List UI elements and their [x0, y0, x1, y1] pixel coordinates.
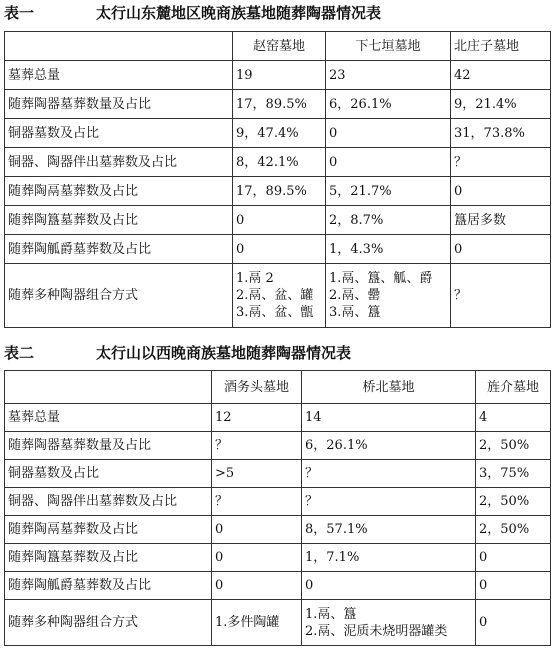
table-cell: 0 — [212, 516, 302, 544]
table-cell: ？ — [302, 488, 476, 516]
table-cell: ？ — [212, 488, 302, 516]
table-cell: 0 — [326, 148, 451, 177]
table-cell: 1，4.3% — [326, 235, 451, 264]
table-cell: 1，7.1% — [302, 544, 476, 572]
row-label-cell: 随葬陶觚爵墓葬数及占比 — [5, 235, 233, 264]
row-label-cell: 墓葬总量 — [5, 61, 233, 90]
table-cell: 0 — [212, 572, 302, 600]
table-cell: 0 — [233, 235, 326, 264]
table-cell: 42 — [451, 61, 551, 90]
table-row — [5, 404, 551, 432]
combo-cell — [326, 264, 451, 328]
table2-number: 表二 — [4, 344, 35, 362]
table-cell: 5，21.7% — [326, 177, 451, 206]
combo-line: 1.鬲、簋 — [305, 606, 357, 622]
header-cell: 下七垣墓地 — [326, 32, 451, 61]
header-cell: 桥北墓地 — [302, 371, 476, 404]
table-cell: 2，8.7% — [326, 206, 451, 235]
table-cell: 0 — [451, 235, 551, 264]
row-label-cell: 随葬陶器墓葬数量及占比 — [5, 432, 212, 460]
table-cell: 23 — [326, 61, 451, 90]
table-cell: ？ — [451, 148, 551, 177]
table-cell: 8，42.1% — [233, 148, 326, 177]
table-row — [5, 544, 551, 572]
table-cell: 4 — [476, 404, 551, 432]
table-row — [5, 572, 551, 600]
combo-line: ？ — [454, 288, 468, 303]
combo-cell — [302, 600, 476, 646]
table-row — [5, 432, 551, 460]
row-label-cell: 随葬陶鬲墓葬数及占比 — [5, 516, 212, 544]
table-cell: 17，89.5% — [233, 90, 326, 119]
table-cell: 9，21.4% — [451, 90, 551, 119]
row-label-cell: 随葬陶鬲墓葬数及占比 — [5, 177, 233, 206]
combo-line: 3.鬲、簋 — [329, 305, 381, 320]
header-cell: 旌介墓地 — [476, 371, 551, 404]
table-row — [5, 206, 551, 235]
table-cell: 9，47.4% — [233, 119, 326, 148]
combo-cell — [451, 264, 551, 328]
table2 — [4, 370, 551, 646]
combo-line: 0 — [479, 615, 488, 630]
table-cell: 0 — [476, 572, 551, 600]
table-cell: 8，57.1% — [302, 516, 476, 544]
row-label-cell: 墓葬总量 — [5, 404, 212, 432]
table-row — [5, 61, 551, 90]
table-cell: ？ — [302, 460, 476, 488]
row-label-cell: 随葬陶簋墓葬数及占比 — [5, 544, 212, 572]
header-row — [5, 32, 551, 61]
combo-line: 1.鬲、簋、觚、爵 — [329, 271, 433, 286]
combo-cell — [212, 600, 302, 646]
table-row — [5, 148, 551, 177]
table-cell: 14 — [302, 404, 476, 432]
combo-row — [5, 600, 551, 646]
table1-caption — [4, 2, 381, 23]
table-cell: ？ — [212, 432, 302, 460]
row-label-cell: 随葬陶簋墓葬数及占比 — [5, 206, 233, 235]
combo-row — [5, 264, 551, 328]
table1 — [4, 31, 551, 328]
table-cell: 0 — [212, 544, 302, 572]
row-label-cell: 铜器、陶器伴出墓葬数及占比 — [5, 488, 212, 516]
table-cell: 6，26.1% — [302, 432, 476, 460]
table2-title: 太行山以西晚商族墓地随葬陶器情况表 — [96, 344, 352, 362]
header-corner-cell — [5, 32, 233, 61]
table-row — [5, 460, 551, 488]
table-cell: 2，50% — [476, 432, 551, 460]
table-row — [5, 119, 551, 148]
table-row — [5, 516, 551, 544]
combo-line: 1.多件陶罐 — [215, 615, 280, 630]
table-cell: 17，89.5% — [233, 177, 326, 206]
table-cell: 12 — [212, 404, 302, 432]
combo-line: 2.鬲、泥质未烧明器罐类 — [305, 623, 448, 639]
row-label-cell: 铜器、陶器伴出墓葬数及占比 — [5, 148, 233, 177]
header-row — [5, 371, 551, 404]
table-row — [5, 235, 551, 264]
table-cell: 簋居多数 — [451, 206, 551, 235]
row-label-cell: 铜器墓数及占比 — [5, 119, 233, 148]
table-row — [5, 488, 551, 516]
table-cell: 0 — [451, 177, 551, 206]
combo-cell — [233, 264, 326, 328]
table1-number: 表一 — [4, 4, 35, 22]
combo-line: 2.鬲、罍 — [329, 288, 381, 303]
table2-caption — [4, 342, 351, 363]
header-cell: 酒务头墓地 — [212, 371, 302, 404]
table-cell: 0 — [476, 544, 551, 572]
table-cell: 6，26.1% — [326, 90, 451, 119]
table-cell: 19 — [233, 61, 326, 90]
combo-line: 3.鬲、盆、甑 — [236, 305, 314, 320]
row-label-cell: 随葬陶器墓葬数量及占比 — [5, 90, 233, 119]
row-label-cell: 随葬多种陶器组合方式 — [5, 264, 233, 328]
table-cell: >5 — [212, 460, 302, 488]
table-cell: 3，75% — [476, 460, 551, 488]
table-row — [5, 177, 551, 206]
combo-line: 2.鬲、盆、罐 — [236, 288, 314, 303]
header-corner-cell — [5, 371, 212, 404]
header-cell: 北庄子墓地 — [451, 32, 551, 61]
header-cell: 赵窑墓地 — [233, 32, 326, 61]
combo-cell — [476, 600, 551, 646]
row-label-cell: 随葬陶觚爵墓葬数及占比 — [5, 572, 212, 600]
table-cell: 2，50% — [476, 516, 551, 544]
table-cell: 2，50% — [476, 488, 551, 516]
table-cell: 0 — [233, 206, 326, 235]
row-label-cell: 铜器墓数及占比 — [5, 460, 212, 488]
table-row — [5, 90, 551, 119]
combo-line: 1.鬲 2 — [236, 271, 274, 286]
row-label-cell: 随葬多种陶器组合方式 — [5, 600, 212, 646]
table-cell: 31，73.8% — [451, 119, 551, 148]
table-cell: 0 — [326, 119, 451, 148]
table-cell: 0 — [302, 572, 476, 600]
table1-title: 太行山东麓地区晚商族墓地随葬陶器情况表 — [96, 4, 382, 22]
